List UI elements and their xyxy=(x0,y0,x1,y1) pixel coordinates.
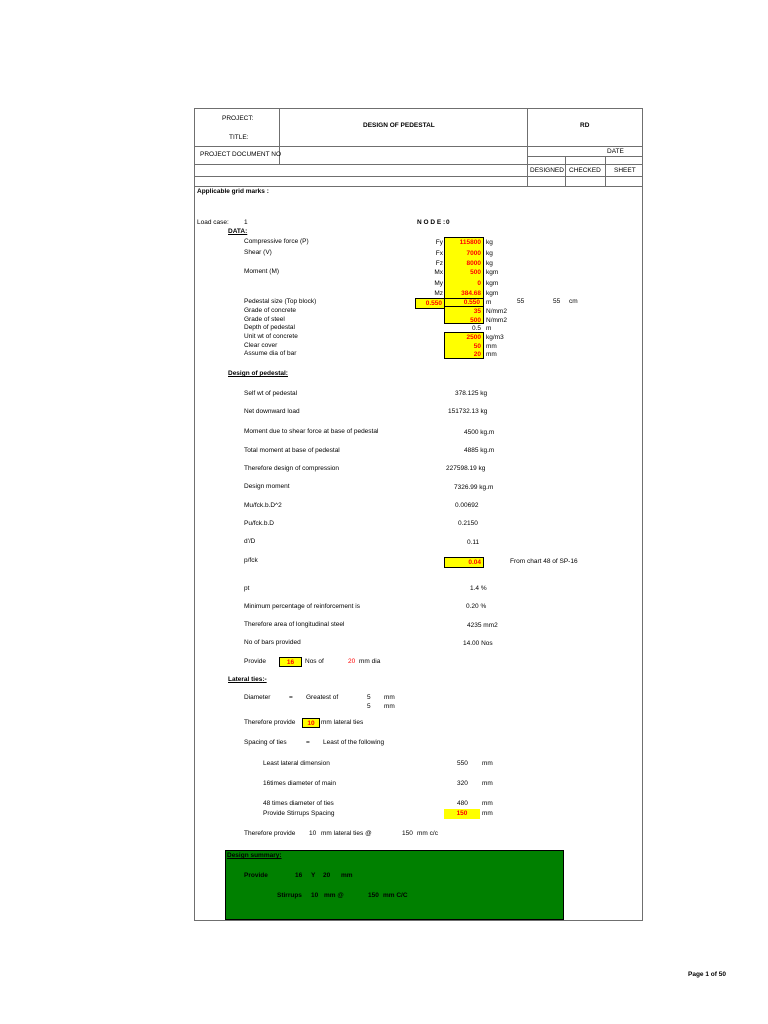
moment-shear-label: Moment due to shear force at base of pedestal xyxy=(244,428,379,435)
tie-spacing-label: Spacing of ties xyxy=(244,739,287,746)
design-moment-label: Design moment xyxy=(244,483,290,490)
tie-diameter-label: Diameter xyxy=(244,694,271,701)
bar-dia-value[interactable]: 20 xyxy=(473,351,481,358)
my-symbol: My xyxy=(434,280,443,287)
tie-option-1: 5 xyxy=(367,694,371,701)
tie-spacing-equals: = xyxy=(306,739,310,746)
tie-option-2: 5 xyxy=(367,703,371,710)
net-load-label: Net downward load xyxy=(244,408,300,415)
pedestal-size-cm-b: 55 xyxy=(553,298,561,305)
p-fck-label: p/fck xyxy=(244,557,258,564)
fz-unit: kg xyxy=(486,260,493,267)
greatest-of-label: Greatest of xyxy=(306,694,339,701)
bar-dia-unit: mm xyxy=(486,351,497,358)
min-percentage-value: 0.20 % xyxy=(466,603,487,610)
provide-dia-unit: mm dia xyxy=(359,658,381,665)
min-percentage-label: Minimum percentage of reinforcement is xyxy=(244,603,360,610)
header-divider xyxy=(527,156,643,157)
stirrup-spacing-label: Provide Stirrups Spacing xyxy=(263,810,335,817)
summary-dia: 20 xyxy=(323,872,331,879)
provide-nos-of: Nos of xyxy=(305,658,324,665)
mu-ratio-label: Mu/fck.b.D^2 xyxy=(244,502,282,509)
pedestal-size-cm-a: 55 xyxy=(517,298,525,305)
self-weight-value: 378.125 kg xyxy=(455,390,488,397)
provide-nos-input[interactable]: 16 xyxy=(279,657,302,667)
unit-weight-value[interactable]: 2500 xyxy=(466,334,481,341)
load-case-label: Load case: xyxy=(197,219,229,226)
header-divider xyxy=(194,186,643,187)
chart-reference: From chart 48 of SP-16 xyxy=(510,558,578,565)
fz-value[interactable]: 8000 xyxy=(466,260,481,267)
fy-value[interactable]: 115800 xyxy=(459,239,481,246)
fz-symbol: Fz xyxy=(435,260,443,267)
final-tie-dia: 10 xyxy=(309,830,317,837)
compressive-force-label: Compressive force (P) xyxy=(244,238,309,245)
summary-heading: Design summary: xyxy=(227,852,282,859)
lateral-ties-heading: Lateral ties:- xyxy=(228,676,267,683)
fx-symbol: Fx xyxy=(435,250,443,257)
header-divider xyxy=(605,156,606,186)
clear-cover-unit: mm xyxy=(486,343,497,350)
pedestal-size-label: Pedestal size (Top block) xyxy=(244,298,317,305)
final-tie-unit: mm c/c xyxy=(417,830,438,837)
total-moment-value: 4885 kg.m xyxy=(464,447,495,454)
fck-unit: N/mm2 xyxy=(486,308,507,315)
project-document-label: PROJECT DOCUMENT NO xyxy=(200,151,282,158)
final-tie-spacing: 150 xyxy=(402,830,413,837)
sixteen-times-label: 16times diameter of main xyxy=(263,780,336,787)
summary-stirrup-unit: mm C/C xyxy=(383,892,408,899)
mz-value[interactable]: 384.68 xyxy=(461,290,481,297)
summary-stirrups-label: Stirrups xyxy=(277,892,302,899)
assume-dia-label: Assume dia of bar xyxy=(244,350,297,357)
header-divider xyxy=(194,176,643,177)
clear-cover-label: Clear cover xyxy=(244,342,278,349)
date-label: DATE xyxy=(607,148,624,155)
header-divider xyxy=(194,164,643,165)
designed-label: DESIGNED xyxy=(530,167,564,174)
header-divider xyxy=(527,108,528,186)
node-value: 0 xyxy=(446,219,450,226)
self-weight-label: Self wt of pedestal xyxy=(244,390,298,397)
pedestal-size-a[interactable]: 0.550 xyxy=(415,298,445,309)
tie-dia-input[interactable]: 10 xyxy=(302,718,320,728)
forty-eight-times-label: 48 times diameter of ties xyxy=(263,800,334,807)
pedestal-size-cm-unit: cm xyxy=(569,298,578,305)
design-compression-value: 227598.19 kg xyxy=(446,465,486,472)
pu-ratio-value: 0.2150 xyxy=(458,520,478,527)
least-lateral-label: Least lateral dimension xyxy=(263,760,330,767)
fy-unit: kg xyxy=(486,239,493,246)
pedestal-size-b[interactable]: 0.550 xyxy=(444,298,484,307)
p-fck-value[interactable]: 0.04 xyxy=(444,557,484,568)
design-heading: Design of pedestal: xyxy=(228,370,288,377)
mz-unit: kgm xyxy=(486,290,499,297)
bars-provided-label: No of bars provided xyxy=(244,639,301,646)
fx-value[interactable]: 7000 xyxy=(466,250,481,257)
mx-value[interactable]: 500 xyxy=(470,269,481,276)
summary-stirrup-spacing: 150 xyxy=(368,892,379,899)
depth-value: 0.5 xyxy=(471,325,481,332)
depth-unit: m xyxy=(486,325,492,332)
summary-y: Y xyxy=(311,872,316,879)
total-moment-label: Total moment at base of pedestal xyxy=(244,447,340,454)
node-label: N O D E : xyxy=(417,219,446,226)
mu-ratio-value: 0.00692 xyxy=(455,502,479,509)
design-moment-value: 7326.99 kg.m xyxy=(454,484,494,491)
title-label: TITLE: xyxy=(229,134,249,141)
least-lateral-value: 550 xyxy=(457,760,468,767)
header-divider xyxy=(565,156,566,186)
data-heading: DATA: xyxy=(228,228,248,235)
grade-steel-label: Grade of steel xyxy=(244,316,285,323)
unit-weight-label: Unit wt of concrete xyxy=(244,333,298,340)
my-value[interactable]: 0 xyxy=(477,280,481,287)
pt-label: pt xyxy=(244,585,250,592)
depth-label: Depth of pedestal xyxy=(244,324,295,331)
sheet-label: SHEET xyxy=(614,167,636,174)
clear-cover-value[interactable]: 50 xyxy=(473,343,481,350)
bars-provided-value: 14.00 Nos xyxy=(463,640,493,647)
tie-provide-label: Therefore provide xyxy=(244,719,296,726)
steel-area-label: Therefore area of longitudinal steel xyxy=(244,621,345,628)
forty-eight-times-unit: mm xyxy=(482,800,493,807)
provide-label: Provide xyxy=(244,658,267,665)
checked-label: CHECKED xyxy=(569,167,601,174)
stirrup-spacing-input[interactable]: 150 xyxy=(444,809,480,819)
least-lateral-unit: mm xyxy=(482,760,493,767)
sixteen-times-value: 320 xyxy=(457,780,468,787)
project-label: PROJECT: xyxy=(222,115,254,122)
document-title: DESIGN OF PEDESTAL xyxy=(363,122,435,129)
moment-label: Moment (M) xyxy=(244,268,280,275)
sixteen-times-unit: mm xyxy=(482,780,493,787)
grade-concrete-label: Grade of concrete xyxy=(244,307,297,314)
steel-grade-unit: N/mm2 xyxy=(486,317,507,324)
shear-label: Shear (V) xyxy=(244,249,272,256)
stirrup-spacing-unit: mm xyxy=(482,810,493,817)
summary-nos: 16 xyxy=(295,872,303,879)
page-number: Page 1 of 50 xyxy=(688,971,726,978)
forty-eight-times-value: 480 xyxy=(457,800,468,807)
least-of-label: Least of the following xyxy=(323,739,385,746)
pt-value: 1.4 % xyxy=(470,585,487,592)
moment-shear-value: 4500 kg.m xyxy=(464,429,495,436)
mz-symbol: Mz xyxy=(434,290,443,297)
provide-dia-value: 20 xyxy=(348,658,356,665)
fx-unit: kg xyxy=(486,250,493,257)
my-unit: kgm xyxy=(486,280,499,287)
load-case-value: 1 xyxy=(244,219,248,226)
sheet-frame xyxy=(194,108,643,921)
tie-equals: = xyxy=(289,694,293,701)
summary-stirrup-text: mm @ xyxy=(324,892,344,899)
summary-dia-unit: mm xyxy=(341,872,353,879)
summary-provide-label: Provide xyxy=(244,872,268,879)
mx-symbol: Mx xyxy=(434,269,443,276)
fy-symbol: Fy xyxy=(435,239,443,246)
steel-area-value: 4235 mm2 xyxy=(467,622,498,629)
header-divider xyxy=(194,146,643,147)
summary-stirrup-dia: 10 xyxy=(311,892,319,899)
mx-unit: kgm xyxy=(486,269,499,276)
design-compression-label: Therefore design of compression xyxy=(244,465,340,472)
grid-marks-label: Applicable grid marks : xyxy=(197,188,269,195)
steel-grade-value[interactable]: 500 xyxy=(470,317,481,324)
net-load-value: 151732.13 kg xyxy=(448,408,488,415)
fck-value[interactable]: 35 xyxy=(473,308,481,315)
d-ratio-value: 0.11 xyxy=(467,539,480,546)
pedestal-size-unit: m xyxy=(486,299,492,306)
final-provide-label: Therefore provide xyxy=(244,830,296,837)
design-summary-box xyxy=(225,850,564,920)
final-tie-text: mm lateral ties @ xyxy=(321,830,372,837)
reference-code: RD xyxy=(580,122,590,129)
pu-ratio-label: Pu/fck.b.D xyxy=(244,520,274,527)
tie-option-1-unit: mm xyxy=(384,694,395,701)
tie-option-2-unit: mm xyxy=(384,703,395,710)
d-ratio-label: d'/D xyxy=(244,538,256,545)
unit-weight-unit: kg/m3 xyxy=(486,334,504,341)
tie-provide-unit: mm lateral ties xyxy=(321,719,364,726)
